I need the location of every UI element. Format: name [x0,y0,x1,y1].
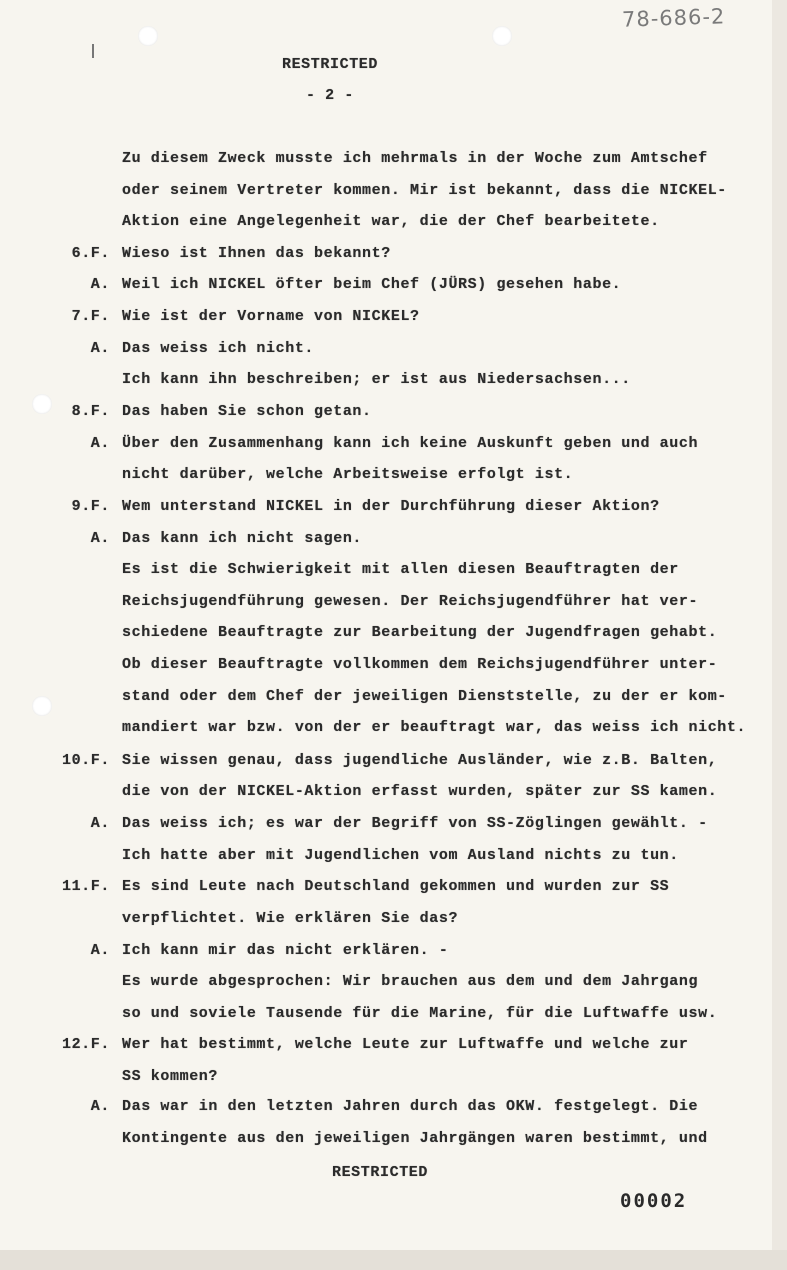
line-text: Kontingente aus den jeweiligen Jahrgängen waren bestimmt, und [122,1130,708,1147]
pencil-mark [92,44,94,58]
reference-number: 78-686-2 [621,4,726,32]
line-text: stand oder dem Chef der jeweiligen Dienststelle, zu der er kom- [122,688,727,705]
line-text: Ob dieser Beauftragte vollkommen dem Reichsjugendführer unter- [122,656,718,673]
line-label: 12.F. [61,1036,110,1053]
line-text: Wem unterstand NICKEL in der Durchführung dieser Aktion? [122,498,660,515]
line-text: so und soviele Tausende für die Marine, für die Luftwaffe usw. [122,1005,718,1022]
line-text: Weil ich NICKEL öfter beim Chef (JÜRS) gesehen habe. [122,276,622,293]
punch-hole-top-left [138,26,158,46]
line-text: Wieso ist Ihnen das bekannt? [122,245,391,262]
line-text: Das weiss ich nicht. [122,340,315,357]
line-text: SS kommen? [122,1068,219,1085]
footer-classification: RESTRICTED [331,1164,428,1181]
line-label: A. [90,340,110,357]
line-label: 6.F. [71,245,110,262]
line-label: 9.F. [71,498,110,515]
line-text: Es sind Leute nach Deutschland gekommen und wurden zur SS [122,878,670,895]
line-label: 8.F. [71,403,110,420]
line-text: Das weiss ich; es war der Begriff von SS-Zöglingen gewählt. - [122,815,708,832]
line-text: Es ist die Schwierigkeit mit allen diesen Beauftragten der [122,561,679,578]
line-label: 7.F. [71,308,110,325]
line-label: 10.F. [61,752,110,769]
line-text: Wie ist der Vorname von NICKEL? [122,308,420,325]
line-text: Ich kann ihn beschreiben; er ist aus Niedersachsen... [122,371,631,388]
line-text: verpflichtet. Wie erklären Sie das? [122,910,459,927]
line-text: Aktion eine Angelegenheit war, die der Chef bearbeitete. [122,213,660,230]
line-text: schiedene Beauftragte zur Bearbeitung der Jugendfragen gehabt. [122,624,718,641]
line-text: Sie wissen genau, dass jugendliche Ausländer, wie z.B. Balten, [122,752,718,769]
line-label: A. [90,435,110,452]
scan-edge [772,0,787,1270]
line-text: Zu diesem Zweck musste ich mehrmals in der Woche zum Amtschef [122,150,708,167]
line-text: Ich hatte aber mit Jugendlichen vom Ausland nichts zu tun. [122,847,679,864]
line-text: mandiert war bzw. von der er beauftragt war, das weiss ich nicht. [122,719,747,736]
header-classification: RESTRICTED [281,56,378,73]
line-text: oder seinem Vertreter kommen. Mir ist bekannt, dass die NICKEL- [122,182,727,199]
line-text: Das haben Sie schon getan. [122,403,372,420]
line-text: Ich kann mir das nicht erklären. - [122,942,449,959]
line-text: Wer hat bestimmt, welche Leute zur Luftwaffe und welche zur [122,1036,689,1053]
scan-bottom-edge [0,1250,787,1270]
line-text: Es wurde abgesprochen: Wir brauchen aus dem und dem Jahrgang [122,973,699,990]
line-text: die von der NICKEL-Aktion erfasst wurden, später zur SS kamen. [122,783,718,800]
line-label: 11.F. [61,878,110,895]
line-label: A. [90,530,110,547]
line-label: A. [90,1098,110,1115]
line-label: A. [90,276,110,293]
line-text: Das kann ich nicht sagen. [122,530,363,547]
line-label: A. [90,815,110,832]
archive-stamp-number: 00002 [620,1190,688,1212]
line-label: A. [90,942,110,959]
line-text: Über den Zusammenhang kann ich keine Auskunft geben und auch [122,435,699,452]
page-marker: - 2 - [305,87,354,104]
line-text: nicht darüber, welche Arbeitsweise erfolgt ist. [122,466,574,483]
punch-hole-left-lower [32,696,52,716]
punch-hole-top-right [492,26,512,46]
line-text: Das war in den letzten Jahren durch das OKW. festgelegt. Die [122,1098,699,1115]
line-text: Reichsjugendführung gewesen. Der Reichsjugendführer hat ver- [122,593,699,610]
